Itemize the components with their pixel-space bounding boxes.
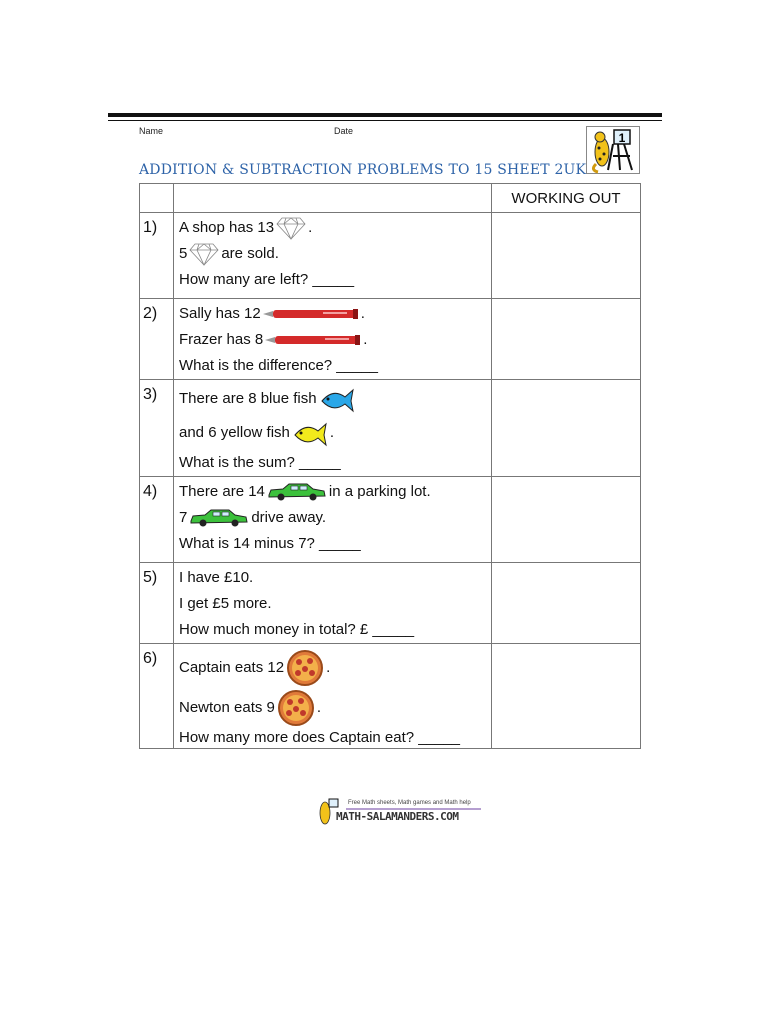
problem-row [140,380,641,477]
problem-line-suffix: drive away. [251,509,327,526]
worksheet-title: ADDITION & SUBTRACTION PROBLEMS TO 15 SHEET 2UK [139,162,587,178]
problem-number: 1) [140,213,174,299]
working-out-cell[interactable] [492,213,641,299]
footer-tagline: Free Math sheets, Math games and Math help [348,800,471,806]
problem-row [140,644,641,749]
problem-question: How much money in total? £ _____ [179,621,415,638]
pen-icon [265,333,361,347]
problem-line-suffix: are sold. [221,245,279,262]
problem-number: 4) [140,477,174,563]
header-question-cell [174,184,492,213]
problem-row [140,213,641,299]
working-out-cell[interactable] [492,380,641,477]
problem-number: 3) [140,380,174,477]
working-out-cell[interactable] [492,563,641,644]
name-label: Name [139,126,164,136]
problem-question: What is the difference? _____ [179,357,379,374]
header-num-cell [140,184,174,213]
problem-text [174,644,492,749]
pen-icon [263,307,359,321]
problem-line: I have £10. [179,569,254,586]
date-label: Date [334,126,354,136]
footer-site[interactable]: MATH-SALAMANDERS.COM [336,810,459,823]
working-out-cell[interactable] [492,477,641,563]
problem-row [140,563,641,644]
diamond-icon [189,242,219,266]
working-out-header: WORKING OUT [492,184,641,213]
problem-line: Sally has 12 [179,305,261,322]
problem-line-suffix: in a parking lot. [328,483,431,500]
problems-table [139,183,641,749]
problem-question: What is the sum? _____ [179,454,341,471]
problem-question: How many are left? _____ [179,271,355,288]
problem-line: Newton eats 9 [179,699,275,716]
problem-row [140,299,641,380]
car-icon [267,482,327,502]
pizza-icon [286,649,324,687]
problem-line-suffix: . [326,659,331,676]
problem-line-suffix: . [360,305,365,322]
problem-text [174,213,492,299]
salamander-level-badge-icon [586,126,640,174]
problem-text [174,563,492,644]
problem-line: Captain eats 12 [179,659,285,676]
problem-text [174,299,492,380]
problem-text [174,477,492,563]
problem-text [174,380,492,477]
yellow-fish-icon [292,419,328,447]
diamond-icon [276,216,306,240]
problem-number: 6) [140,644,174,749]
problem-line: 5 [179,245,188,262]
working-out-cell[interactable] [492,644,641,749]
problem-question: How many more does Captain eat? _____ [179,729,461,746]
problem-line: There are 14 [179,483,265,500]
problem-question: What is 14 minus 7? _____ [179,535,361,552]
problem-line-suffix: . [316,699,322,716]
problem-number: 2) [140,299,174,380]
blue-fish-icon [319,385,355,413]
top-rule [108,113,662,117]
problem-line: 7 [179,509,188,526]
pizza-icon [277,689,315,727]
problem-row [140,477,641,563]
top-rule-thin [108,120,662,121]
problem-line: and 6 yellow fish [179,424,290,441]
table-header-row [140,184,641,213]
problem-line: There are 8 blue fish [179,390,317,407]
problem-line-suffix: . [308,219,313,236]
problem-line: I get £5 more. [179,595,272,612]
problem-line: A shop has 13 [179,219,275,236]
level-number: 1 [618,131,626,145]
problem-line: Frazer has 8 [179,331,264,348]
problem-number: 5) [140,563,174,644]
problem-line-suffix: . [363,331,368,348]
working-out-cell[interactable] [492,299,641,380]
car-icon [189,508,249,528]
problem-line-suffix: . [329,424,335,441]
